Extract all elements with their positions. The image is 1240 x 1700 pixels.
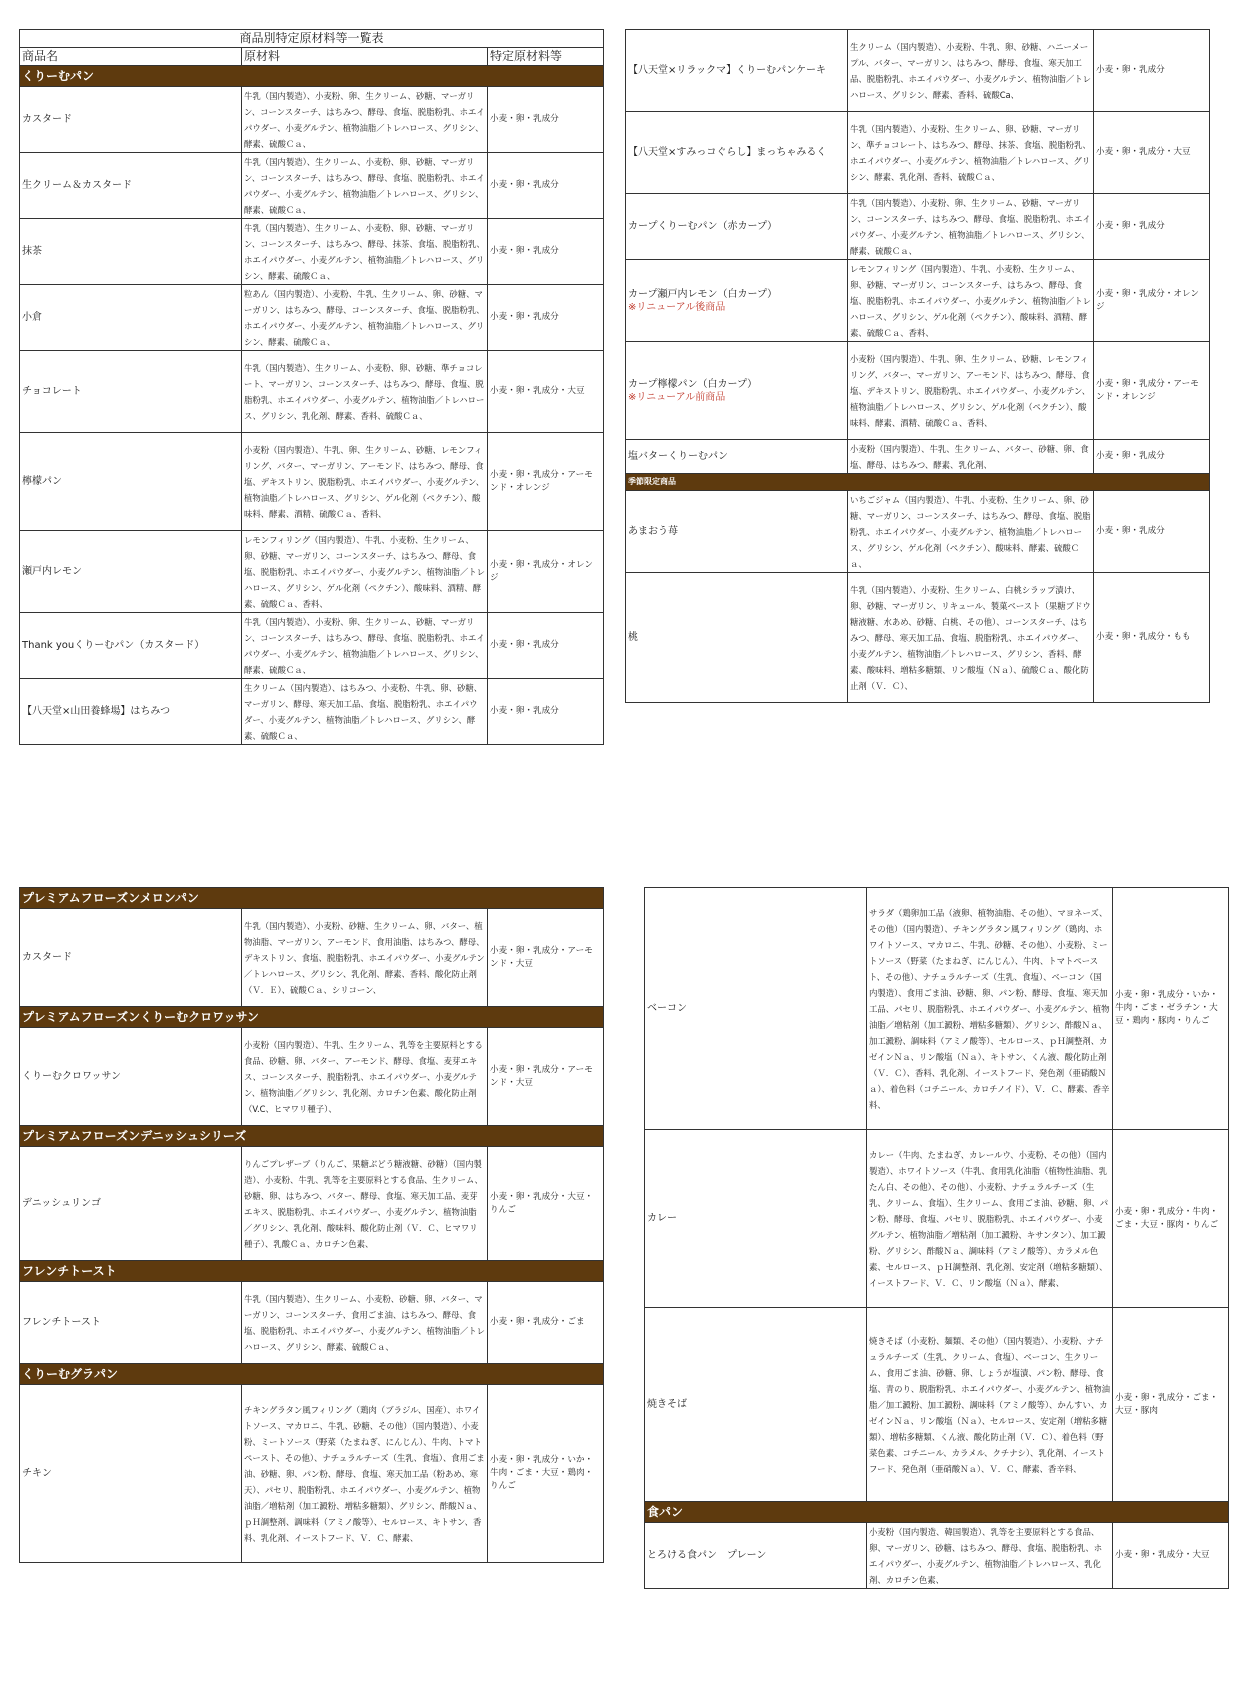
category-label: プレミアムフローズンデニッシュシリーズ: [20, 1126, 604, 1147]
category-row: [645, 1502, 1229, 1523]
product-name: 生クリーム＆カスタード: [20, 153, 242, 219]
allergens-cell: 小麦・卵・乳成分: [488, 87, 604, 153]
category-label: プレミアムフローズンくりーむクロワッサン: [20, 1007, 604, 1028]
product-name: チキン: [20, 1385, 242, 1563]
allergens-cell: 小麦・卵・乳成分: [1094, 30, 1210, 112]
ingredients-cell: 小麦粉（国内製造）、牛乳、卵、生クリーム、砂糖、レモンフィリング、バター、マーガリン、アーモンド、はちみつ、酵母、食塩、デキストリン、脱脂粉乳、ホエイパウダー、小麦グルテン、植物油脂／トレハロース、グリシン、ゲル化剤（ペクチン）、酸味料、酵素、酒精、硫酸Ｃａ、香料、: [848, 342, 1094, 440]
ingredients-cell: 生クリーム（国内製造）、はちみつ、小麦粉、牛乳、卵、砂糖、マーガリン、酵母、寒天加工品、食塩、脱脂粉乳、ホエイパウダー、小麦グルテン、植物油脂／トレハロース、グリシン、酵素、硫酸Ｃａ、: [242, 679, 488, 745]
ingredients-cell: 牛乳（国内製造）、生クリーム、小麦粉、卵、砂糖、マーガリン、コーンスターチ、はちみつ、酵母、食塩、脱脂粉乳、ホエイパウダー、小麦グルテン、植物油脂／トレハロース、グリシン、酵素、硫酸Ｃａ、: [242, 153, 488, 219]
renewal-note: ※リニューアル前商品: [628, 391, 726, 403]
table-row: [20, 1028, 604, 1126]
header-ingredients: 原材料: [242, 48, 488, 66]
ingredients-cell: サラダ（鶏卵加工品（液卵、植物油脂、その他）、マヨネーズ、その他）（国内製造）、チキングラタン風フィリング（鶏肉、ホワイトソース、マカロニ、牛乳、砂糖、その他）、小麦粉、ミートソース（野菜（たまねぎ、にんじん）、牛肉、トマトペースト、その他）、ナチュラルチーズ（生乳、食塩）、ベーコン（国内製造）、食用ごま油、砂糖、卵、パン粉、酵母、食塩、寒天加工品、パセリ、脱脂粉乳、ホエイパウダー、小麦グルテン、植物油脂／増粘剤（加工澱粉、増粘多糖類）、グリシン、酢酸Ｎａ、加工澱粉、調味料（アミノ酸等）、セルロース、ｐＨ調整剤、カゼインＮａ、リン酸塩（Ｎａ）、キトサン、くん液、酸化防止剤（Ｖ．Ｃ）、香料、乳化剤、イーストフード、発色剤（亜硝酸Ｎａ）、着色料（コチニール、カロチノイド）、Ｖ．Ｃ、酵素、香辛料、: [867, 888, 1113, 1130]
allergens-cell: 小麦・卵・乳成分・アーモンド・大豆: [488, 909, 604, 1007]
allergens-cell: 小麦・卵・乳成分・いか・牛肉・ごま・大豆・鶏肉・りんご: [488, 1385, 604, 1563]
allergens-cell: 小麦・卵・乳成分: [488, 679, 604, 745]
product-name: カープ瀬戸内レモン（白カープ）: [628, 288, 778, 300]
table-row: [645, 888, 1229, 1130]
ingredients-cell: カレー（牛肉、たまねぎ、カレールウ、小麦粉、その他）（国内製造）、ホワイトソース（牛乳、食用乳化油脂（植物性油脂、乳たん白、その他）、その他）、小麦粉、ナチュラルチーズ（生乳、クリーム、食塩）、生クリーム、食用ごま油、砂糖、卵、パン粉、酵母、食塩、パセリ、脱脂粉乳、ホエイパウダー、小麦グルテン、植物油脂／増粘剤（加工澱粉、キサンタン）、加工澱粉、グリシン、酢酸Ｎａ、調味料（アミノ酸等）、カラメル色素、セルロース、ｐＨ調整剤、乳化剤、安定剤（増粘多糖類）、イーストフード、Ｖ．Ｃ、リン酸塩（Ｎａ）、酵素、: [867, 1130, 1113, 1308]
header-row: [20, 48, 604, 66]
ingredients-cell: 粒あん（国内製造）、小麦粉、牛乳、生クリーム、卵、砂糖、マーガリン、はちみつ、酵母、コーンスターチ、食塩、脱脂粉乳、ホエイパウダー、小麦グルテン、植物油脂／トレハロース、グリシン、酵素、硫酸Ｃａ、: [242, 285, 488, 351]
product-name: カープくりーむパン（赤カープ）: [626, 194, 848, 260]
table-row: [20, 433, 604, 531]
ingredients-cell: 牛乳（国内製造）、小麦粉、卵、生クリーム、砂糖、マーガリン、コーンスターチ、はちみつ、酵母、食塩、脱脂粉乳、ホエイパウダー、小麦グルテン、植物油脂／トレハロース、グリシン、酵素、硫酸Ｃａ、: [242, 87, 488, 153]
product-name: 小倉: [20, 285, 242, 351]
table-title: 商品別特定原材料等一覧表: [20, 30, 604, 48]
table-row: [20, 909, 604, 1007]
product-name: チョコレート: [20, 351, 242, 433]
category-row: [20, 66, 604, 87]
table-row: [20, 351, 604, 433]
product-name: デニッシュリンゴ: [20, 1147, 242, 1261]
ingredients-cell: レモンフィリング（国内製造）、牛乳、小麦粉、生クリーム、卵、砂糖、マーガリン、コーンスターチ、はちみつ、酵母、食塩、脱脂粉乳、ホエイパウダー、小麦グルテン、植物油脂／トレハロース、グリシン、ゲル化剤（ペクチン）、酸味料、酒精、酵素、硫酸Ｃａ、香料、: [848, 260, 1094, 342]
allergens-cell: 小麦・卵・乳成分: [488, 219, 604, 285]
allergens-cell: 小麦・卵・乳成分・大豆・りんご: [488, 1147, 604, 1261]
product-name: 檸檬パン: [20, 433, 242, 531]
allergens-cell: 小麦・卵・乳成分: [1094, 440, 1210, 474]
category-row: [20, 1261, 604, 1282]
allergens-cell: 小麦・卵・乳成分・ごま・大豆・豚肉: [1113, 1308, 1229, 1502]
allergens-cell: 小麦・卵・乳成分・アーモンド・大豆: [488, 1028, 604, 1126]
header-name: 商品名: [20, 48, 242, 66]
product-name: カープ檸檬パン（白カープ）: [628, 378, 758, 390]
category-row: [626, 474, 1210, 491]
ingredients-cell: 小麦粉（国内製造）、牛乳、卵、生クリーム、砂糖、レモンフィリング、バター、マーガリン、アーモンド、はちみつ、酵母、食塩、デキストリン、脱脂粉乳、ホエイパウダー、小麦グルテン、植物油脂／トレハロース、グリシン、ゲル化剤（ペクチン）、酸味料、酵素、酒精、硫酸Ｃａ、香料、: [242, 433, 488, 531]
allergen-table-panel-3: [19, 887, 604, 1563]
table-row: [626, 573, 1210, 703]
allergens-cell: 小麦・卵・乳成分: [488, 285, 604, 351]
allergens-cell: 小麦・卵・乳成分・いか・牛肉・ごま・ゼラチン・大豆・鶏肉・豚肉・りんご: [1113, 888, 1229, 1130]
renewal-note: ※リニューアル後商品: [628, 301, 726, 313]
category-label: プレミアムフローズンメロンパン: [20, 888, 604, 909]
product-name: 瀬戸内レモン: [20, 531, 242, 613]
product-name: Thank youくりーむパン（カスタード）: [20, 613, 242, 679]
ingredients-cell: 生クリーム（国内製造）、小麦粉、牛乳、卵、砂糖、ハニーメープル、バター、マーガリン、はちみつ、酵母、食塩、寒天加工品、脱脂粉乳、ホエイパウダー、小麦グルテン、植物油脂／トレハロース、グリシン、酵素、香料、硫酸Ca、: [848, 30, 1094, 112]
product-name: あまおう苺: [626, 491, 848, 573]
ingredients-cell: 牛乳（国内製造）、小麦粉、生クリーム、白桃シラップ漬け、卵、砂糖、マーガリン、リキュール、製菓ベースト（果糖ブドウ糖液糖、水あめ、砂糖、白桃、その他）、コーンスターチ、はちみつ、酵母、寒天加工品、食塩、脱脂粉乳、ホエイパウダー、小麦グルテン、植物油脂／トレハロース、グリシン、香料、酵素、酸味料、増粘多糖類、リン酸塩（Ｎａ）、硫酸Ｃａ、酸化防止剤（Ｖ．Ｃ）、: [848, 573, 1094, 703]
table-row: [645, 1523, 1229, 1589]
product-name: カスタード: [20, 909, 242, 1007]
ingredients-cell: 牛乳（国内製造）、生クリーム、小麦粉、卵、砂糖、マーガリン、コーンスターチ、はちみつ、酵母、抹茶、食塩、脱脂粉乳、ホエイパウダー、小麦グルテン、植物油脂／トレハロース、グリシン、酵素、硫酸Ｃａ、: [242, 219, 488, 285]
allergens-cell: 小麦・卵・乳成分・ごま: [488, 1282, 604, 1364]
category-label: くりーむパン: [20, 66, 604, 87]
ingredients-cell: 牛乳（国内製造）、小麦粉、砂糖、生クリーム、卵、バター、植物油脂、マーガリン、アーモンド、食用油脂、はちみつ、酵母、デキストリン、食塩、脱脂粉乳、ホエイパウダー、小麦グルテン／トレハロース、グリシン、乳化剤、酵素、香料、酸化防止剤（Ｖ．Ｅ）、硫酸Ｃａ、シリコーン、: [242, 909, 488, 1007]
table-row: [645, 1308, 1229, 1502]
category-label: フレンチトースト: [20, 1261, 604, 1282]
allergens-cell: 小麦・卵・乳成分・アーモンド・オレンジ: [1094, 342, 1210, 440]
ingredients-cell: りんごプレザーブ（りんご、果糖ぶどう糖液糖、砂糖）（国内製造）、小麦粉、牛乳、乳等を主要原料とする食品、生クリーム、砂糖、卵、はちみつ、バター、酵母、食塩、寒天加工品、麦芽エキス、脱脂粉乳、ホエイパウダー、小麦グルテン、植物油脂／グリシン、乳化剤、酸味料、酸化防止剤（Ｖ．Ｃ、ヒマワリ種子）、乳酸Ｃａ、カロチン色素、: [242, 1147, 488, 1261]
ingredients-cell: 牛乳（国内製造）、小麦粉、卵、生クリーム、砂糖、マーガリン、コーンスターチ、はちみつ、酵母、食塩、脱脂粉乳、ホエイパウダー、小麦グルテン、植物油脂／トレハロース、グリシン、酵素、硫酸Ｃａ、: [242, 613, 488, 679]
allergens-cell: 小麦・卵・乳成分・オレンジ: [488, 531, 604, 613]
table-row: [626, 194, 1210, 260]
allergens-cell: 小麦・卵・乳成分: [488, 153, 604, 219]
table-row: [645, 1130, 1229, 1308]
table-row: [626, 440, 1210, 474]
product-name: 【八天堂×すみっコぐらし】まっちゃみるく: [626, 112, 848, 194]
category-label: 季節限定商品: [626, 474, 1210, 491]
allergens-cell: 小麦・卵・乳成分・もも: [1094, 573, 1210, 703]
table-row: [626, 342, 1210, 440]
ingredients-cell: 小麦粉（国内製造、韓国製造）、乳等を主要原料とする食品、卵、マーガリン、砂糖、はちみつ、酵母、食塩、脱脂粉乳、ホエイパウダー、小麦グルテン、植物油脂／トレハロース、乳化剤、カロチン色素、: [867, 1523, 1113, 1589]
product-name-cell: [626, 342, 848, 440]
table-row: [20, 153, 604, 219]
ingredients-cell: 牛乳（国内製造）、小麦粉、生クリーム、卵、砂糖、マーガリン、準チョコレート、はちみつ、酵母、抹茶、食塩、脱脂粉乳、ホエイパウダー、小麦グルテン、植物油脂／トレハロース、グリシン、酵素、乳化剤、香料、硫酸Ｃａ、: [848, 112, 1094, 194]
product-name: カレー: [645, 1130, 867, 1308]
category-row: [20, 1364, 604, 1385]
table-row: [20, 679, 604, 745]
ingredients-cell: 牛乳（国内製造）、小麦粉、卵、生クリーム、砂糖、マーガリン、コーンスターチ、はちみつ、酵母、食塩、脱脂粉乳、ホエイパウダー、小麦グルテン、植物油脂／トレハロース、グリシン、酵素、硫酸Ｃａ、: [848, 194, 1094, 260]
table-row: [626, 30, 1210, 112]
ingredients-cell: いちごジャム（国内製造）、牛乳、小麦粉、生クリーム、卵、砂糖、マーガリン、コーンスターチ、はちみつ、酵母、食塩、脱脂粉乳、ホエイパウダー、小麦グルテン、植物油脂／トレハロース、グリシン、ゲル化剤（ペクチン）、酸味料、酵素、硫酸Ｃａ、: [848, 491, 1094, 573]
allergens-cell: 小麦・卵・乳成分: [1094, 194, 1210, 260]
product-name: 抹茶: [20, 219, 242, 285]
allergens-cell: 小麦・卵・乳成分・アーモンド・オレンジ: [488, 433, 604, 531]
product-name-cell: [626, 260, 848, 342]
ingredients-cell: 牛乳（国内製造）、生クリーム、小麦粉、砂糖、卵、バター、マーガリン、コーンスターチ、食用ごま油、はちみつ、酵母、食塩、脱脂粉乳、ホエイパウダー、小麦グルテン、植物油脂／トレハロース、グリシン、酵素、硫酸Ｃａ、: [242, 1282, 488, 1364]
ingredients-cell: 小麦粉（国内製造）、牛乳、生クリーム、バター、砂糖、卵、食塩、酵母、はちみつ、酵素、乳化剤、: [848, 440, 1094, 474]
allergens-cell: 小麦・卵・乳成分: [488, 613, 604, 679]
allergen-table-panel-2: [625, 29, 1210, 703]
table-title-row: [20, 30, 604, 48]
table-row: [626, 491, 1210, 573]
header-allergens: 特定原材料等: [488, 48, 604, 66]
category-label: くりーむグラパン: [20, 1364, 604, 1385]
table-row: [20, 1385, 604, 1563]
table-row: [20, 219, 604, 285]
ingredients-cell: 牛乳（国内製造）、生クリーム、小麦粉、卵、砂糖、準チョコレート、マーガリン、コーンスターチ、はちみつ、酵母、食塩、脱脂粉乳、ホエイパウダー、小麦グルテン、植物油脂／トレハロース、グリシン、乳化剤、酵素、香料、硫酸Ｃａ、: [242, 351, 488, 433]
product-name: 桃: [626, 573, 848, 703]
product-name: ベーコン: [645, 888, 867, 1130]
allergens-cell: 小麦・卵・乳成分・大豆: [1094, 112, 1210, 194]
product-name: 塩バターくりーむパン: [626, 440, 848, 474]
allergens-cell: 小麦・卵・乳成分・大豆: [488, 351, 604, 433]
category-row: [20, 888, 604, 909]
ingredients-cell: チキングラタン風フィリング（鶏肉（ブラジル、国産）、ホワイトソース、マカロニ、牛乳、砂糖、その他）（国内製造）、小麦粉、ミートソース（野菜（たまねぎ、にんじん）、牛肉、トマトペースト、その他）、ナチュラルチーズ（生乳、食塩）、食用ごま油、砂糖、卵、パン粉、酵母、食塩、寒天加工品（粉あめ、寒天）、パセリ、脱脂粉乳、ホエイパウダー、小麦グルテン、植物油脂／増粘剤（加工澱粉、増粘多糖類）、グリシン、酢酸Ｎａ、ｐＨ調整剤、調味料（アミノ酸等）、セルロース、キトサン、香料、乳化剤、イーストフード、Ｖ．Ｃ、酵素、: [242, 1385, 488, 1563]
allergens-cell: 小麦・卵・乳成分・大豆: [1113, 1523, 1229, 1589]
product-name: 焼きそば: [645, 1308, 867, 1502]
category-row: [20, 1126, 604, 1147]
product-name: カスタード: [20, 87, 242, 153]
category-label: 食パン: [645, 1502, 1229, 1523]
ingredients-cell: 焼きそば（小麦粉、麺類、その他）（国内製造）、小麦粉、ナチュラルチーズ（生乳、クリーム、食塩）、ベーコン、生クリーム、食用ごま油、砂糖、卵、しょうが塩漬、パン粉、酵母、食塩、青のり、脱脂粉乳、ホエイパウダー、小麦グルテン、植物油脂／加工澱粉、加工澱粉、調味料（アミノ酸等）、かんすい、カゼインＮａ、リン酸塩（Ｎａ）、セルロース、安定剤（増粘多糖類）、増粘多糖類、くん液、酸化防止剤（Ｖ．Ｃ）、着色料（野菜色素、コチニール、カラメル、クチナシ）、乳化剤、イーストフード、発色剤（亜硝酸Ｎａ）、Ｖ．Ｃ、酵素、香辛料、: [867, 1308, 1113, 1502]
product-name: くりーむクロワッサン: [20, 1028, 242, 1126]
product-name: 【八天堂×リラックマ】くりーむパンケーキ: [626, 30, 848, 112]
allergens-cell: 小麦・卵・乳成分: [1094, 491, 1210, 573]
table-row: [20, 531, 604, 613]
product-name: 【八天堂×山田養蜂場】はちみつ: [20, 679, 242, 745]
product-name: フレンチトースト: [20, 1282, 242, 1364]
allergens-cell: 小麦・卵・乳成分・オレンジ: [1094, 260, 1210, 342]
table-row: [626, 260, 1210, 342]
table-row: [626, 112, 1210, 194]
category-row: [20, 1007, 604, 1028]
ingredients-cell: レモンフィリング（国内製造）、牛乳、小麦粉、生クリーム、卵、砂糖、マーガリン、コーンスターチ、はちみつ、酵母、食塩、脱脂粉乳、ホエイパウダー、小麦グルテン、植物油脂／トレハロース、グリシン、ゲル化剤（ペクチン）、酸味料、酒精、酵素、硫酸Ｃａ、香料、: [242, 531, 488, 613]
table-row: [20, 1282, 604, 1364]
table-row: [20, 613, 604, 679]
table-row: [20, 285, 604, 351]
allergen-table-panel-1: [19, 29, 604, 745]
allergens-cell: 小麦・卵・乳成分・牛肉・ごま・大豆・豚肉・りんご: [1113, 1130, 1229, 1308]
table-row: [20, 87, 604, 153]
allergen-table-panel-4: [644, 887, 1229, 1589]
product-name: とろける食パン プレーン: [645, 1523, 867, 1589]
table-row: [20, 1147, 604, 1261]
ingredients-cell: 小麦粉（国内製造）、牛乳、生クリーム、乳等を主要原料とする食品、砂糖、卵、バター、アーモンド、酵母、食塩、麦芽エキス、コーンスターチ、脱脂粉乳、ホエイパウダー、小麦グルテン、植物油脂／グリシン、乳化剤、カロチン色素、酸化防止剤（V.C、ヒマワリ種子）、: [242, 1028, 488, 1126]
